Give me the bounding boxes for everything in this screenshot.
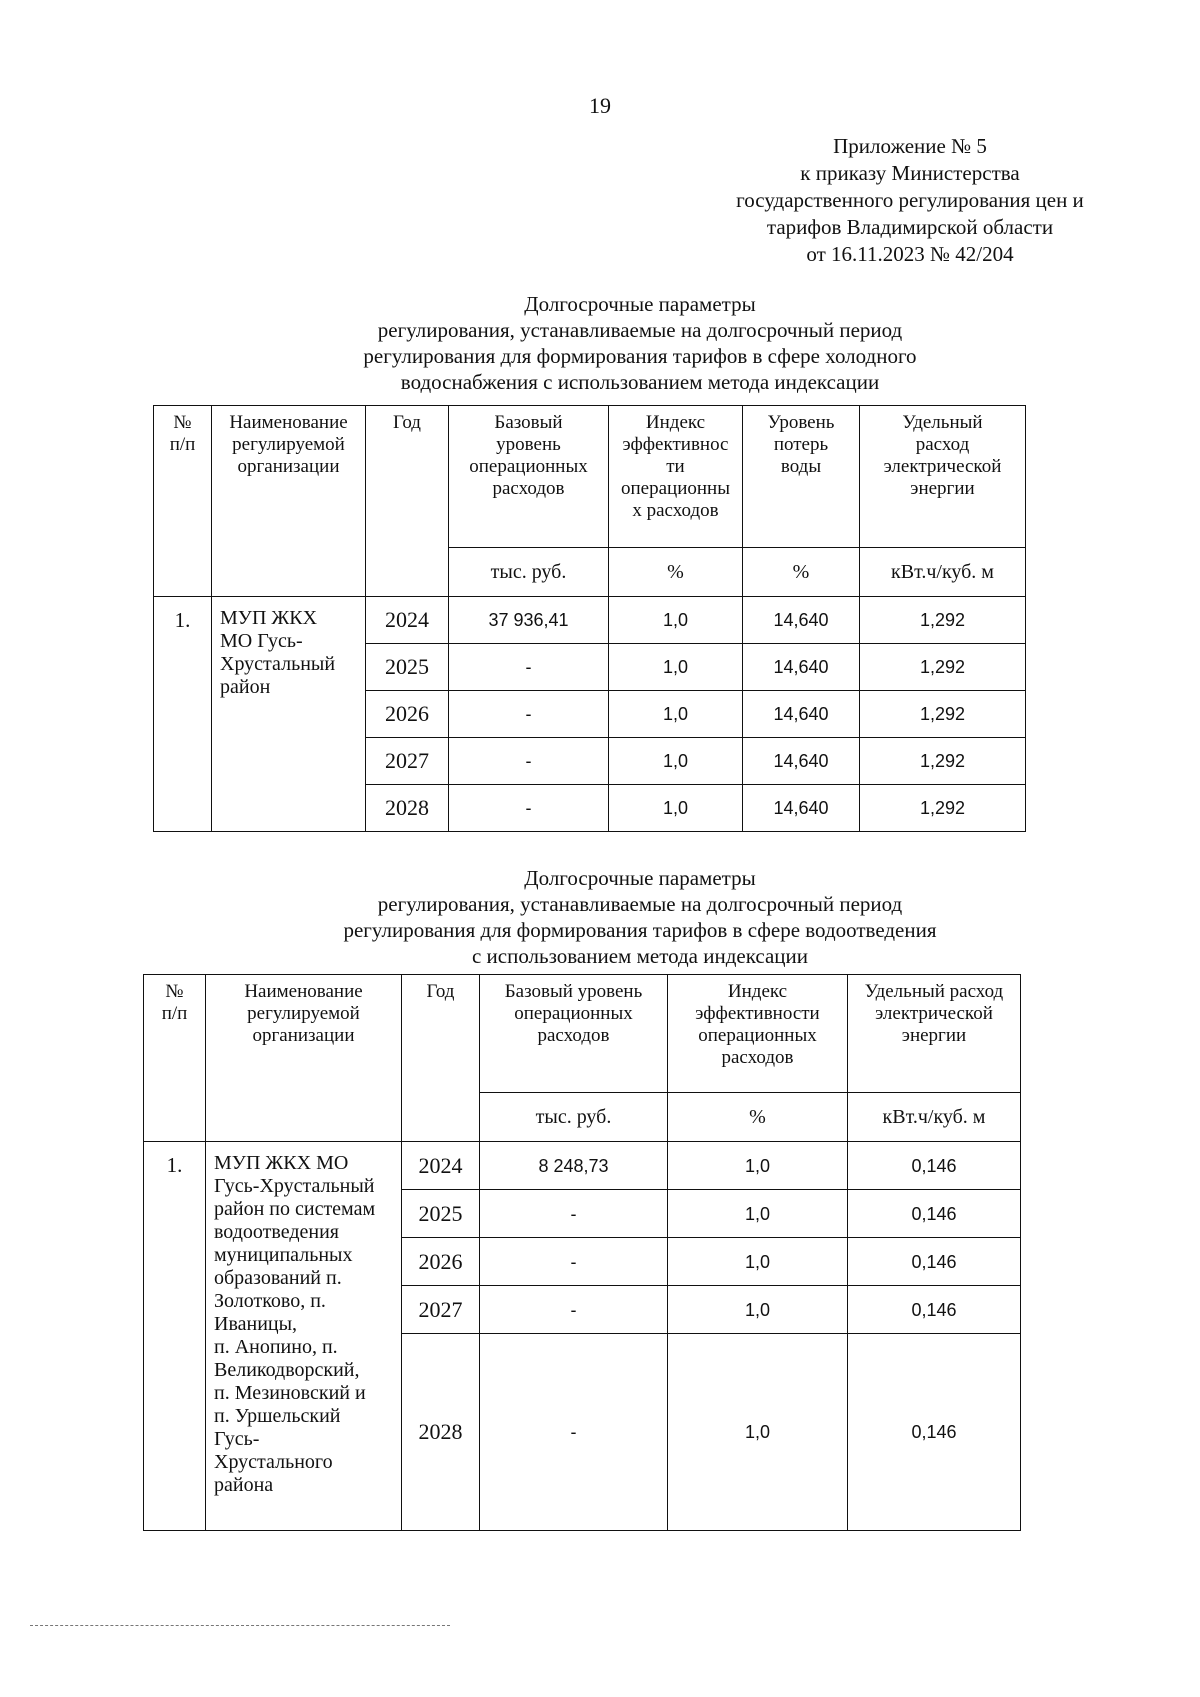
section2-title-line: регулирования, устанавливаемые на долгосрочный период [377, 892, 903, 916]
appendix-line: тарифов Владимирской области [766, 215, 1054, 239]
cell-year: 2027 [366, 738, 449, 785]
cell-base: - [449, 785, 609, 832]
header-line: расходов [537, 1025, 610, 1046]
section2-title-line: Долгосрочные параметры [524, 866, 756, 890]
section2-title [240, 865, 1040, 969]
header-line: расход [915, 434, 970, 455]
header-org [212, 406, 366, 597]
header-line: № [165, 981, 184, 1002]
header-line: расходов [492, 478, 565, 499]
unit-base: тыс. руб. [480, 1093, 668, 1142]
org-name-line: водоотведения [214, 1221, 339, 1243]
org-name-line: МУП ЖКХ [220, 607, 318, 629]
cell-energy: 1,292 [860, 738, 1026, 785]
header-line: эффективности [695, 1003, 820, 1024]
header-line: уровень [496, 434, 561, 455]
org-name-line: Великодворский, [214, 1359, 360, 1381]
header-line: операционных [469, 456, 588, 477]
header-line: х расходов [632, 500, 719, 521]
cell-base: - [449, 738, 609, 785]
cell-base: 37 936,41 [449, 597, 609, 644]
org-name-line: района [214, 1474, 274, 1496]
unit-loss: % [743, 548, 860, 597]
header-line: электрической [883, 456, 1002, 477]
header-line: операционны [621, 478, 730, 499]
cell-base: - [449, 644, 609, 691]
header-num [144, 975, 206, 1142]
header-line: воды [780, 456, 822, 477]
cell-base: - [480, 1238, 668, 1286]
table-row [154, 597, 1026, 644]
cell-year: 2027 [402, 1286, 480, 1334]
section2-table [143, 974, 1021, 1531]
cell-base: - [480, 1286, 668, 1334]
header-year [402, 975, 480, 1142]
section1-title-line: регулирования для формирования тарифов в сфере холодного [363, 344, 917, 368]
cell-index: 1,0 [609, 691, 743, 738]
cell-loss: 14,640 [743, 644, 860, 691]
header-num [154, 406, 212, 597]
cell-index: 1,0 [609, 785, 743, 832]
header-line: энергии [910, 478, 975, 499]
cell-year: 2025 [366, 644, 449, 691]
section1-title-line: водоснабжения с использованием метода индексации [400, 370, 880, 394]
org-name [212, 597, 366, 832]
cell-energy: 0,146 [848, 1142, 1021, 1190]
cell-base: - [480, 1190, 668, 1238]
cell-energy: 0,146 [848, 1334, 1021, 1531]
header-org [206, 975, 402, 1142]
header-line: регулируемой [247, 1003, 360, 1024]
section1-table [153, 405, 1026, 832]
cell-energy: 1,292 [860, 644, 1026, 691]
header-line: Уровень [767, 412, 835, 433]
cell-year: 2024 [402, 1142, 480, 1190]
section1-title [240, 291, 1040, 395]
cell-year: 2025 [402, 1190, 480, 1238]
row-number: 1. [154, 597, 212, 832]
table-row [144, 1142, 1021, 1190]
cell-year: 2026 [402, 1238, 480, 1286]
cell-index: 1,0 [668, 1190, 848, 1238]
org-name-line: образований п. [214, 1267, 342, 1289]
unit-energy: кВт.ч/куб. м [860, 548, 1026, 597]
org-name-line: Гусь-Хрустальный [214, 1175, 375, 1197]
cell-base: - [480, 1334, 668, 1531]
page-number: 19 [589, 93, 611, 118]
cell-base: 8 248,73 [480, 1142, 668, 1190]
header-line: энергии [901, 1025, 967, 1046]
header-line: Базовый [494, 412, 563, 433]
org-name-line: МУП ЖКХ МО [214, 1152, 349, 1174]
org-name [206, 1142, 402, 1531]
section2-title-line: с использованием метода индексации [471, 944, 809, 968]
header-line: Год [393, 412, 421, 433]
appendix-block [700, 133, 1120, 268]
header-energy [848, 975, 1021, 1093]
cell-index: 1,0 [668, 1334, 848, 1531]
org-name-line: Хрустального [214, 1451, 333, 1473]
cell-year: 2028 [402, 1334, 480, 1531]
header-line: организации [237, 456, 340, 477]
unit-index: % [668, 1093, 848, 1142]
appendix-line: государственного регулирования цен и [736, 188, 1084, 212]
header-line: Базовый уровень [504, 981, 643, 1002]
header-line: потерь [773, 434, 829, 455]
header-line: п/п [169, 434, 196, 455]
header-line: Индекс [645, 412, 706, 433]
header-line: организации [252, 1025, 355, 1046]
header-loss [743, 406, 860, 548]
header-line: Наименование [229, 412, 348, 433]
cell-year: 2024 [366, 597, 449, 644]
header-line: № [173, 412, 192, 433]
org-name-line: Иваницы, [214, 1313, 298, 1335]
unit-energy: кВт.ч/куб. м [848, 1093, 1021, 1142]
cell-index: 1,0 [668, 1142, 848, 1190]
org-name-line: Золотково, п. [214, 1290, 326, 1312]
header-index [609, 406, 743, 548]
cell-energy: 0,146 [848, 1190, 1021, 1238]
scan-artifact-line [30, 1625, 450, 1626]
section2-title-line: регулирования для формирования тарифов в сфере водоотведения [343, 918, 937, 942]
org-name-line: п. Анопино, п. [214, 1336, 338, 1358]
header-line: регулируемой [232, 434, 345, 455]
org-name-line: п. Мезиновский и [214, 1382, 366, 1404]
section1-title-line: регулирования, устанавливаемые на долгосрочный период [377, 318, 903, 342]
cell-year: 2026 [366, 691, 449, 738]
unit-base: тыс. руб. [449, 548, 609, 597]
cell-loss: 14,640 [743, 785, 860, 832]
header-line: Наименование [244, 981, 363, 1002]
cell-energy: 0,146 [848, 1286, 1021, 1334]
cell-index: 1,0 [609, 738, 743, 785]
cell-index: 1,0 [668, 1286, 848, 1334]
header-base [480, 975, 668, 1093]
header-line: Год [426, 981, 455, 1002]
header-line: Индекс [727, 981, 788, 1002]
org-name-line: Гусь- [214, 1428, 260, 1450]
section1-title-line: Долгосрочные параметры [524, 292, 756, 316]
cell-base: - [449, 691, 609, 738]
header-line: эффективнос [622, 434, 729, 455]
header-line: п/п [161, 1003, 188, 1024]
row-number: 1. [144, 1142, 206, 1531]
cell-index: 1,0 [609, 644, 743, 691]
header-index [668, 975, 848, 1093]
header-base [449, 406, 609, 548]
cell-energy: 1,292 [860, 691, 1026, 738]
org-name-line: Хрустальный [220, 653, 336, 675]
header-line: Удельный [902, 412, 983, 433]
cell-year: 2028 [366, 785, 449, 832]
appendix-line: Приложение № 5 [833, 134, 987, 158]
appendix-line: к приказу Министерства [800, 161, 1020, 185]
cell-energy: 0,146 [848, 1238, 1021, 1286]
header-energy [860, 406, 1026, 548]
header-line: электрической [875, 1003, 993, 1024]
header-line: Удельный расход [864, 981, 1004, 1002]
cell-index: 1,0 [609, 597, 743, 644]
appendix-line: от 16.11.2023 № 42/204 [806, 242, 1014, 266]
cell-loss: 14,640 [743, 738, 860, 785]
unit-index: % [609, 548, 743, 597]
cell-energy: 1,292 [860, 597, 1026, 644]
org-name-line: МО Гусь- [220, 630, 303, 652]
org-name-line: муниципальных [214, 1244, 353, 1266]
header-year [366, 406, 449, 597]
header-line: операционных [698, 1025, 817, 1046]
header-line: расходов [721, 1047, 794, 1068]
cell-loss: 14,640 [743, 597, 860, 644]
cell-energy: 1,292 [860, 785, 1026, 832]
header-line: ти [666, 456, 685, 477]
header-line: операционных [514, 1003, 633, 1024]
org-name-line: район [220, 676, 271, 698]
cell-loss: 14,640 [743, 691, 860, 738]
org-name-line: п. Уршельский [214, 1405, 341, 1427]
org-name-line: район по системам [214, 1198, 376, 1220]
cell-index: 1,0 [668, 1238, 848, 1286]
